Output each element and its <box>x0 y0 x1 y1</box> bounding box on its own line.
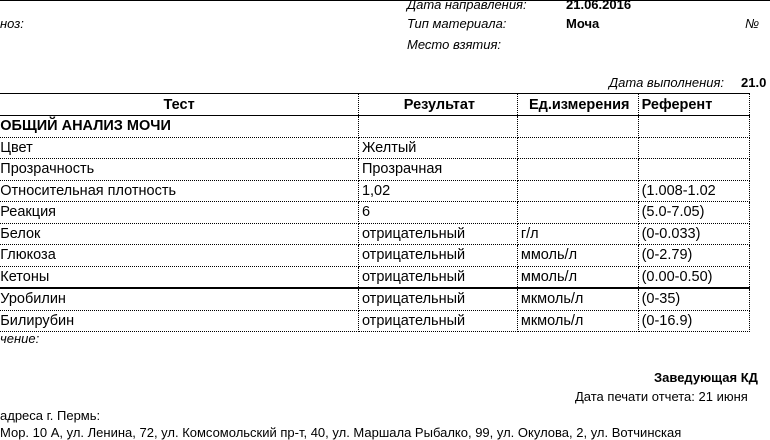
table-header-row <box>0 94 750 116</box>
test-result: 6 <box>358 202 517 224</box>
column-header-unit: Ед.измерения <box>517 94 638 116</box>
test-reference: (0-16.9) <box>638 310 749 332</box>
table-row <box>0 159 750 181</box>
test-reference <box>638 159 749 181</box>
test-name: Кетоны <box>0 266 358 288</box>
diagnosis-label: ноз: <box>0 16 24 31</box>
direction-date-value: 21.06.2016 <box>566 0 632 12</box>
test-reference: (1.008-1.02 <box>638 180 749 202</box>
test-unit <box>517 202 638 224</box>
test-result: Прозрачная <box>358 159 517 181</box>
test-reference: (5.0-7.05) <box>638 202 749 224</box>
table-row <box>0 245 750 267</box>
table-row <box>0 137 750 159</box>
print-date: Дата печати отчета: 21 июня <box>575 389 748 404</box>
test-result: отрицательный <box>358 245 517 267</box>
test-unit: г/л <box>517 223 638 245</box>
test-name: Реакция <box>0 202 358 224</box>
column-header-result: Результат <box>358 94 517 116</box>
table-row <box>0 202 750 224</box>
sample-place-label: Место взятия: <box>407 37 502 52</box>
results-table <box>0 93 750 332</box>
test-reference: (0-2.79) <box>638 245 749 267</box>
test-name: Цвет <box>0 137 358 159</box>
test-name: Билирубин <box>0 310 358 332</box>
test-unit: мкмоль/л <box>517 310 638 332</box>
test-reference <box>638 137 749 159</box>
addresses-label: адреса г. Пермь: <box>0 408 101 423</box>
test-name: Глюкоза <box>0 245 358 267</box>
test-result: Желтый <box>358 137 517 159</box>
execution-date-value: 21.0 <box>741 75 767 90</box>
table-row <box>0 310 750 332</box>
note-label: чение: <box>0 331 40 346</box>
test-unit <box>517 180 638 202</box>
table-row <box>0 288 750 310</box>
table-row <box>0 266 750 288</box>
addresses-text: Мор. 10 А, ул. Ленина, 72, ул. Комсомольский пр-т, 40, ул. Маршала Рыбалко, 99, ул. Окулова, 2, ул. Вотчинская <box>0 425 682 440</box>
test-reference: (0-0.033) <box>638 223 749 245</box>
test-result: отрицательный <box>358 266 517 288</box>
top-border <box>0 0 770 1</box>
test-result: отрицательный <box>358 310 517 332</box>
test-reference: (0.00-0.50) <box>638 266 749 288</box>
material-type-label: Тип материала: <box>407 16 507 31</box>
test-unit <box>517 159 638 181</box>
test-result: 1,02 <box>358 180 517 202</box>
table-row <box>0 223 750 245</box>
test-reference: (0-35) <box>638 288 749 310</box>
test-name: Уробилин <box>0 288 358 310</box>
direction-date-label: Дата направления: <box>407 0 527 12</box>
test-name: Прозрачность <box>0 159 358 181</box>
head-label: Заведующая КД <box>654 370 758 385</box>
test-result: отрицательный <box>358 288 517 310</box>
test-unit: ммоль/л <box>517 266 638 288</box>
test-name: Белок <box>0 223 358 245</box>
column-header-test: Тест <box>0 94 358 116</box>
table-row <box>0 180 750 202</box>
section-row <box>0 116 750 138</box>
test-unit: мкмоль/л <box>517 288 638 310</box>
number-label: № <box>745 16 760 31</box>
section-title: ОБЩИЙ АНАЛИЗ МОЧИ <box>0 116 358 138</box>
column-header-reference: Референт <box>638 94 749 116</box>
material-type-value: Моча <box>566 16 600 31</box>
test-name: Относительная плотность <box>0 180 358 202</box>
test-result: отрицательный <box>358 223 517 245</box>
execution-date-label: Дата выполнения: <box>609 75 725 90</box>
test-unit <box>517 137 638 159</box>
test-unit: ммоль/л <box>517 245 638 267</box>
